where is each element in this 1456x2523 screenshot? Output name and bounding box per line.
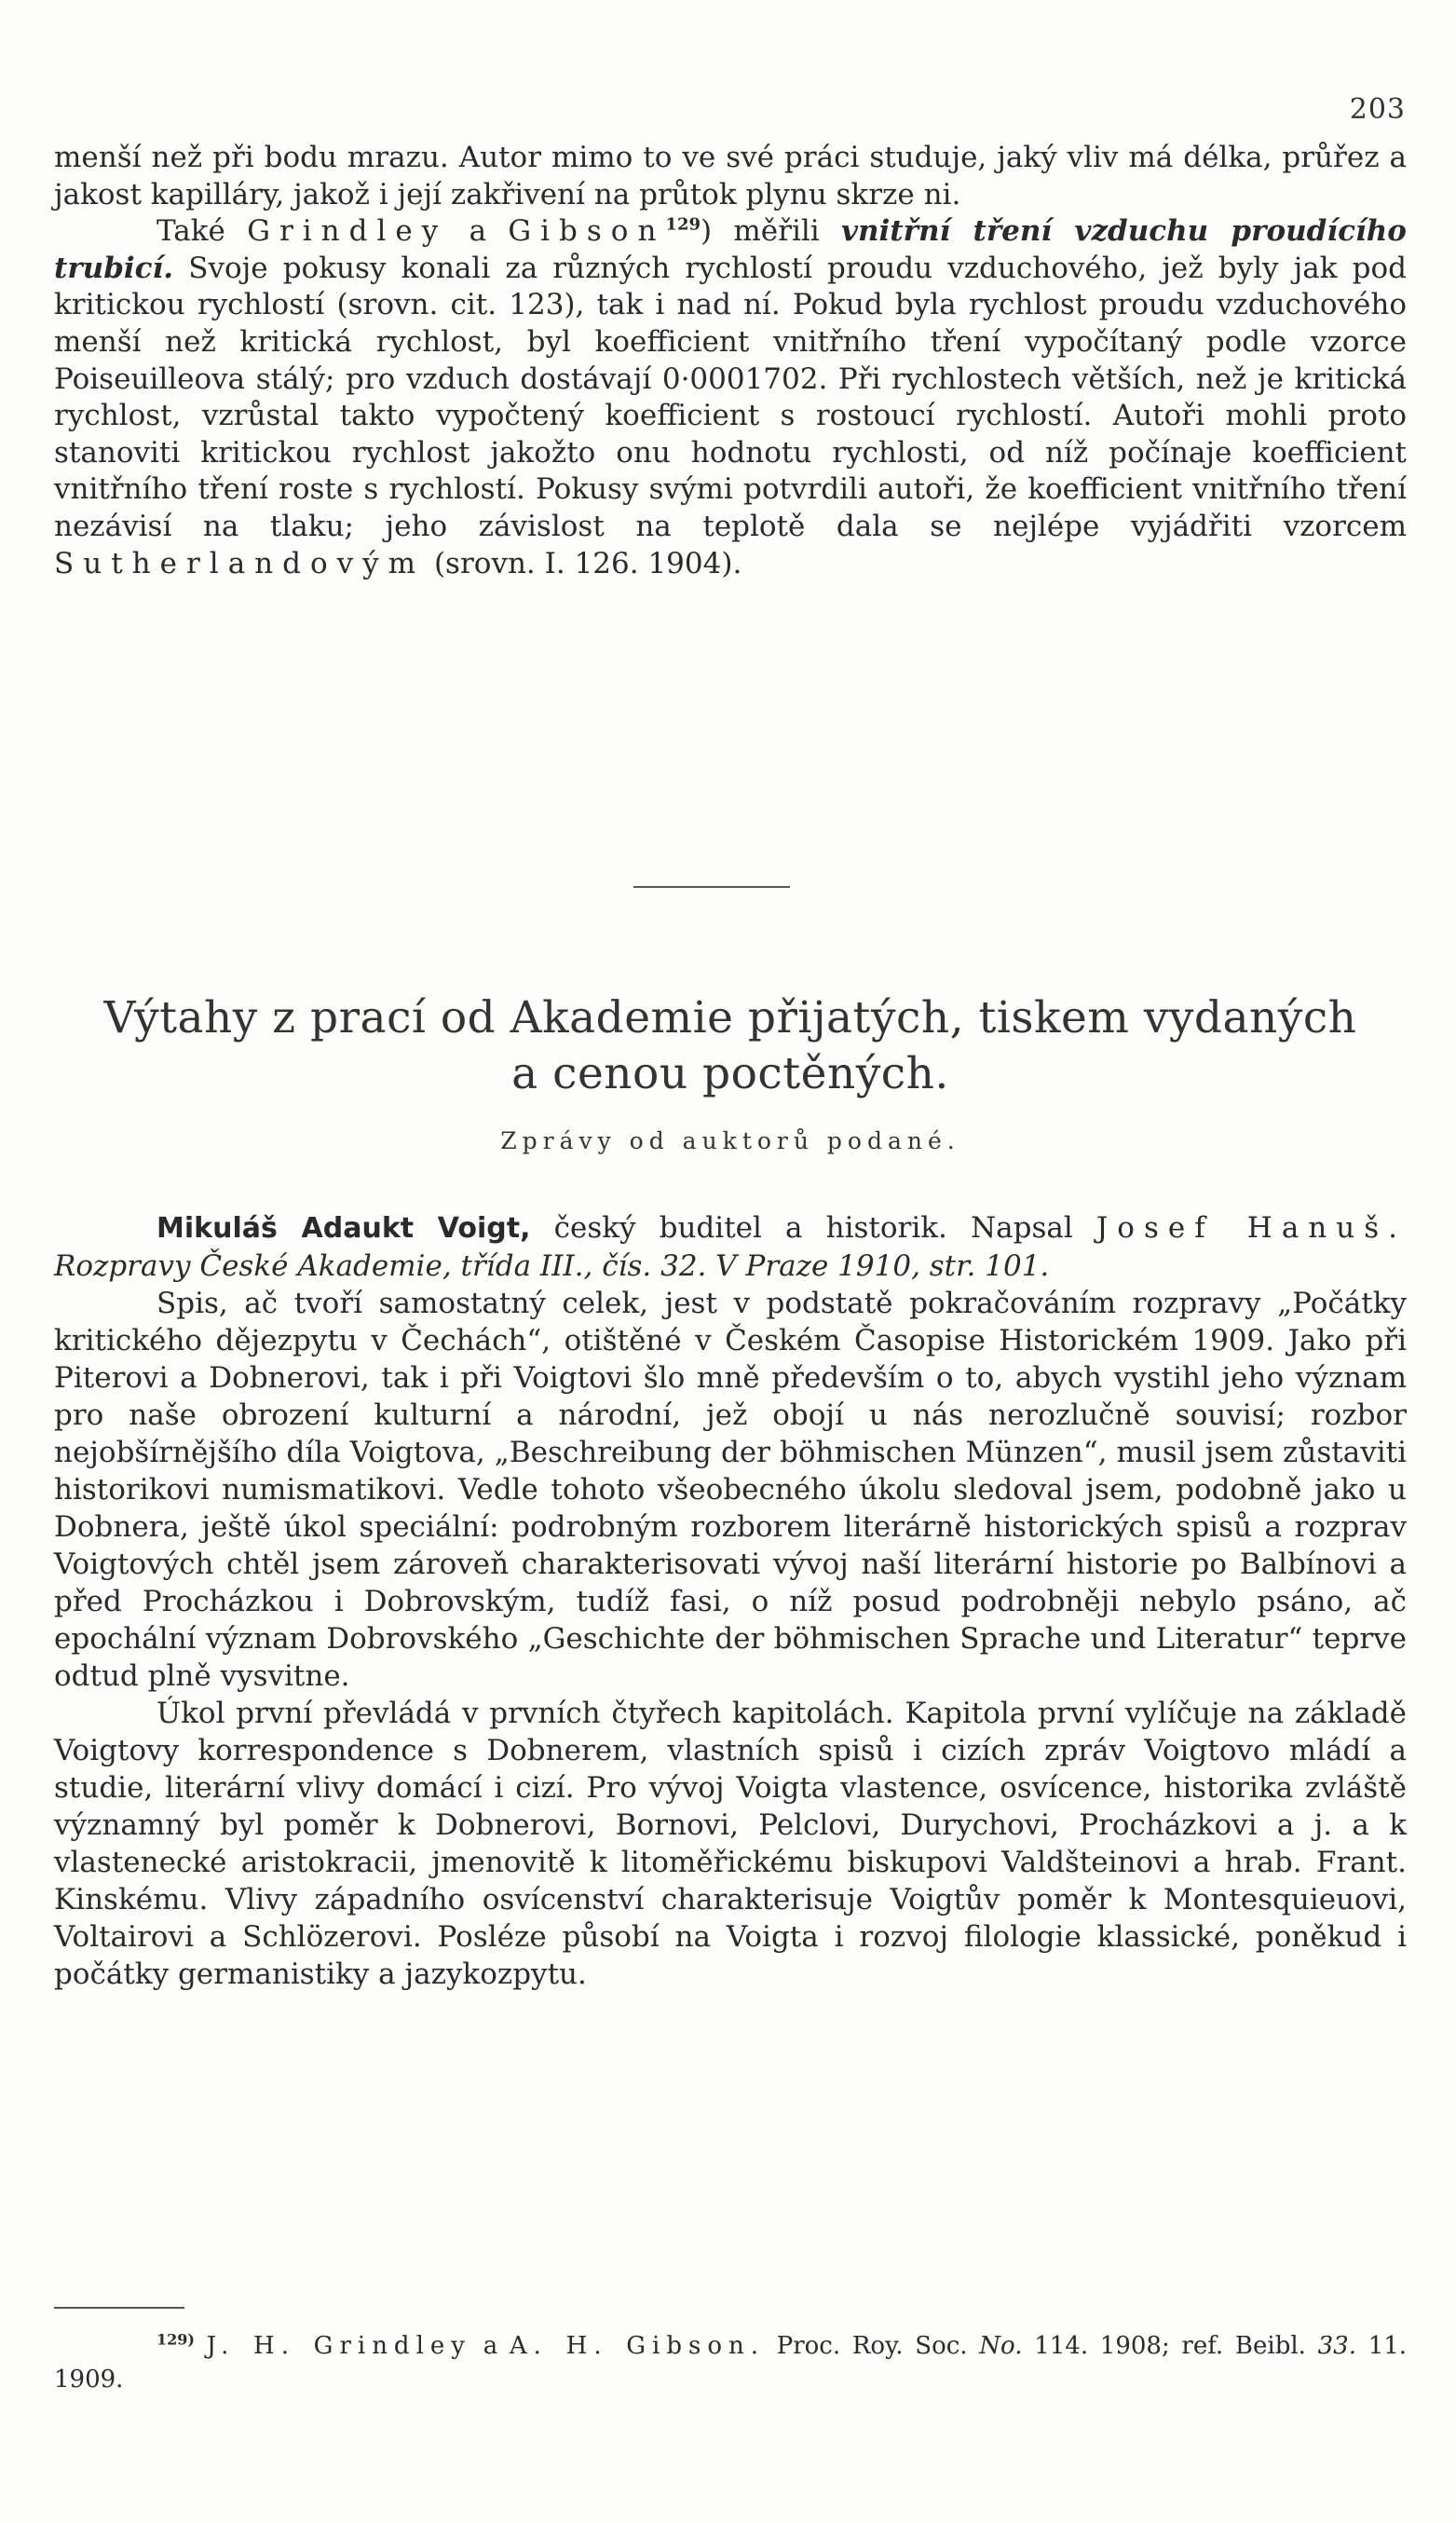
section-divider [633,886,790,888]
section-subtitle: Zprávy od auktorů podané. [500,1127,960,1154]
paragraph-grindley-gibson: Také Grindley a Gibson$^{129}$) měřili vnitřní tření vzduchu proudícího trubicí. Svoje pokusy konali za různých rychlostí proudu vzduchového, jež byly jak pod kritickou rychlostí (srovn. cit. 123), tak i nad ní. Pokud byla rychlost proudu vzduchového menší než kritická rychlost, byl koefficient vnitřního tření vypočítaný podle vzorce Poiseuilleova stálý; pro vzduch dostávají 0·0001702. Při rychlostech větších, než je kritická rychlost, vzrůstal takto vypočtený koefficient s rostoucí rychlostí. Autoři mohli proto stanoviti kritickou rychlost jakožto onu hodnotu rychlosti, od níž počínaje koefficient vnitřního tření roste s rychlostí. Pokusy svými potvrdili autoři, že koefficient vnitřního tření nezávisí na tlaku; jeho závislost na teplotě dala se nejlépe vyjádřiti vzorcem Sutherlandovým (srovn. I. 126. 1904). [54,214,1407,580]
paragraph-continuation: menší než při bodu mrazu. Autor mimo to ve své práci studuje, jaký vliv má délka, průřez a jakost kapilláry, jakož i její zakřivení na průtok plynu skrze ni. [54,141,1407,211]
footnote: $^{129)}$ J. H. Grindley a A. H. Gibson. Proc. Roy. Soc. No. 114. 1908; ref. Beibl. 33. 11. 1909. [54,2330,1408,2393]
review-author: Josef Hanuš. [1095,1211,1407,1245]
review-header: Mikuláš Adaukt Voigt, český buditel a historik. Napsal Josef Hanuš. Rozpravy České Akademie, třída III., čís. 32. V Praze 1910, str. 101. [54,1211,1407,1283]
author-name: Grindley [247,214,448,249]
page-number: 203 [1349,93,1406,126]
review-paragraph-2: Úkol první převládá v prvních čtyřech kapitolách. Kapitola první vylíčuje na základě Voigtovy korrespondence s Dobnerem, vlastních spisů i cizích zpráv Voigtovo mládí a studie, literární vlivy domácí i cizí. Pro vývoj Voigta vlastence, osvícence, historika zvláště významný byl poměr k Dobnerovi, Bornovi, Pelclovi, Durychovi, Procházkovi a j. a k vlastenecké aristokracii, jmenovitě k litoměřickému biskupovi Valdšteinovi a hrab. Frant. Kinskému. Vlivy západního osvícenství charakterisuje Voigtův poměr k Montesquieuovi, Voltairovi a Schlözerovi. Posléze působí na Voigta i rozvoj filologie klassické, poněkud i počátky germanistiky a jazykozpytu. [54,1697,1407,1991]
footnote-reference: 129 [665,214,701,235]
author-name: Gibson [508,214,666,249]
top-section-text [54,140,1407,582]
spaced-name: Sutherlandovým [54,546,426,580]
footnote-rule [54,2307,184,2309]
review-title: Mikuláš Adaukt Voigt, [156,1212,531,1245]
topic-emphasis: vnitřní tření vzduchu proudícího trubicí. [54,214,1407,285]
footnote-number: 129) [156,2330,195,2349]
review-publication: Rozpravy České Akademie, třída III., čís. 32. V Praze 1910, str. 101. [54,1249,1050,1283]
review-entry [54,1209,1407,1993]
review-paragraph-1: Spis, ač tvoří samostatný celek, jest v podstatě pokračováním rozpravy „Počátky kritického dějezpytu v Čechách“, otištěné v Českém Časopise Historickém 1909. Jako při Piterovi a Dobnerovi, tak i při Voigtovi šlo mně především o to, abych vystihl jeho význam pro naše obrození kulturní a národní, jež obojí u nás nerozlučně souvisí; rozbor nejobšírnějšího díla Voigtova, „Beschreibung der böhmischen Münzen“, musil jsem zůstaviti historikovi numismatikovi. Vedle tohoto všeobecného úkolu sledoval jsem, podobně jako u Dobnera, ještě úkol speciální: podrobným rozborem literárně historických spisů a rozprav Voigtových chtěl jsem zároveň charakterisovati vývoj naší literární historie po Balbínovi a před Procházkou i Dobrovským, tudíž fasi, o níž posud podrobněji nebylo psáno, ač epochální význam Dobrovského „Geschichte der böhmischen Sprache und Literatur“ teprve odtud plně vysvitne. [54,1287,1407,1693]
section-title: Výtahy z prací od Akademie přijatých, tiskem vydaných a cenou poctěných. [103,992,1357,1099]
